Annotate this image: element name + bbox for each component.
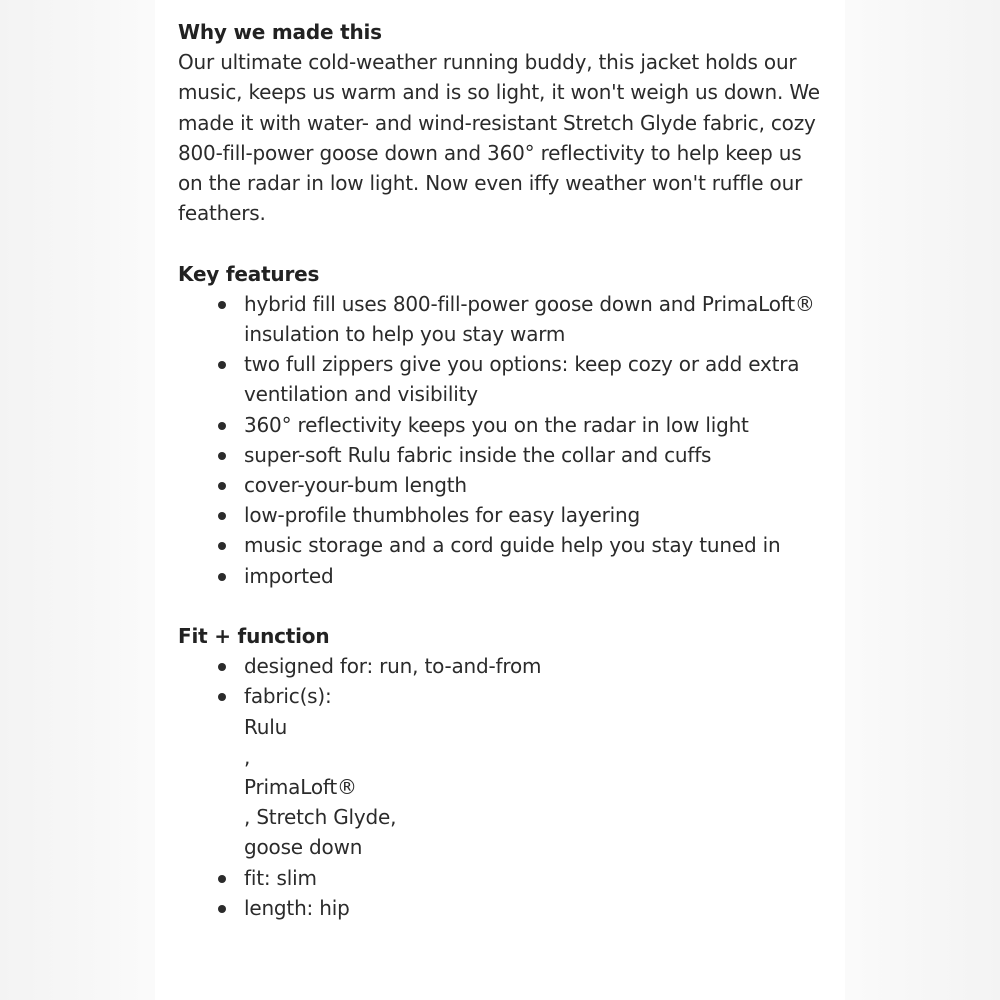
list-item — [178, 349, 828, 409]
fabric-line: , — [244, 744, 251, 769]
bullet-icon — [218, 301, 226, 309]
list-item-text: music storage and a cord guide help you stay tuned in — [244, 533, 781, 558]
fit-function-section — [178, 621, 828, 923]
bullet-icon — [218, 361, 226, 369]
list-item — [178, 651, 828, 681]
list-item-text: super-soft Rulu fabric inside the collar and cuffs — [244, 442, 712, 467]
list-item-text: imported — [244, 563, 334, 588]
why-section — [178, 17, 828, 228]
why-body: Our ultimate cold-weather running buddy, this jacket holds our music, keeps us warm and is so light, it won't weigh us down. We made it with water- and wind-resistant Stretch Glyde fabric, cozy 800-fill-power goose down and 360° reflectivity to help keep us on the radar in low light. Now even iffy weather won't ruffle our feathers. — [178, 50, 820, 226]
bullet-icon — [218, 663, 226, 671]
list-item-text: cover-your-bum length — [244, 473, 467, 498]
bullet-icon — [218, 573, 226, 581]
list-item-text: 360° reflectivity keeps you on the radar in low light — [244, 412, 749, 437]
bullet-icon — [218, 875, 226, 883]
list-item-text: hybrid fill uses 800-fill-power goose down and PrimaLoft® insulation to help you stay warm — [244, 291, 815, 347]
fabric-line: , Stretch Glyde, — [244, 805, 397, 830]
fit-function-heading: Fit + function — [178, 624, 330, 649]
list-item — [178, 410, 828, 440]
fabrics-label: fabric(s): — [244, 684, 332, 709]
list-item — [178, 440, 828, 470]
list-item — [178, 863, 828, 893]
fit-function-list — [178, 651, 828, 923]
list-item-text: low-profile thumbholes for easy layering — [244, 503, 640, 528]
bullet-icon — [218, 482, 226, 490]
list-item — [178, 893, 828, 923]
list-item — [178, 561, 828, 591]
list-item — [178, 470, 828, 500]
key-features-heading: Key features — [178, 261, 320, 286]
list-item — [178, 530, 828, 560]
bullet-icon — [218, 905, 226, 913]
bullet-icon — [218, 512, 226, 520]
bullet-icon — [218, 452, 226, 460]
key-features-list — [178, 289, 828, 591]
fabric-line: goose down — [244, 835, 363, 860]
list-item — [178, 681, 828, 862]
bullet-icon — [218, 422, 226, 430]
product-details — [178, 17, 828, 923]
fabric-line: PrimaLoft® — [244, 775, 357, 800]
list-item — [178, 500, 828, 530]
length-text: length: hip — [244, 895, 350, 920]
bullet-icon — [218, 542, 226, 550]
why-heading: Why we made this — [178, 20, 382, 44]
list-item-text: two full zippers give you options: keep cozy or add extra ventilation and visibility — [244, 352, 800, 407]
designed-for-text: designed for: run, to-and-from — [244, 654, 542, 679]
fit-text: fit: slim — [244, 865, 317, 890]
key-features-section — [178, 259, 828, 591]
fabric-line: Rulu — [244, 714, 288, 739]
list-item — [178, 289, 828, 349]
bullet-icon — [218, 693, 226, 701]
